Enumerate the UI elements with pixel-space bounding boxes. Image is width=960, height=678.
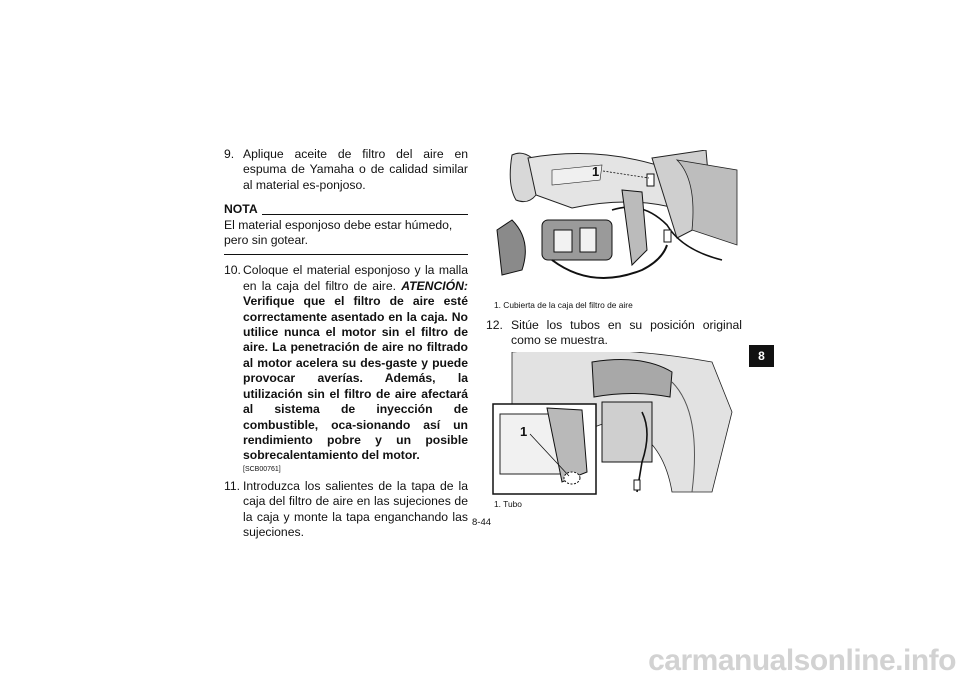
nota-text: El material esponjoso debe estar húmedo, pero sin gotear. [224,217,453,248]
nota-rule [262,214,468,215]
nota-heading [224,202,468,217]
step-12-body [486,318,742,349]
warning-text: Verifique que el filtro de aire esté correctamente asentado en la caja. No utilice nunca el motor sin el filtro de aire. La penetración de aire no filtrado al motor acelera su des-gaste y puede provocar averías. Además, la utilización sin el filtro de aire afectará al sistema de inyección de combustible, oca-sionando así un rendimiento pobre y un posible sobrecalentamiento del motor. [243,294,468,463]
section-tab: 8 [749,345,774,367]
nota-end-rule [224,254,468,255]
hose-illustration [492,352,738,496]
step-number: 12. [486,318,503,332]
page-number: 8-44 [472,517,492,528]
step-text: Coloque el material esponjoso y la malla en la caja del filtro de aire. [243,263,468,293]
step-number: 9. [224,147,235,161]
step-11 [224,479,468,541]
figure-hose [492,352,738,496]
figure1-caption: 1. Cubierta de la caja del filtro de aire [494,300,633,310]
step-text: Introduzca los salientes de la tapa de la caja del filtro de aire en las sujeciones de la caja y monte la tapa enganchando las sujeciones. [243,478,468,539]
air-filter-cover-illustration [492,150,740,298]
step-text: Aplique aceite de filtro del aire en espuma de Yamaha o de calidad similar al material es-ponjoso. [243,147,468,192]
step-12 [486,318,742,353]
step-number: 11. [224,478,241,493]
figure2-callout: 1 [520,424,528,439]
watermark: carmanualsonline.info [648,644,956,677]
nota-label: NOTA [224,202,258,217]
step-number: 10. [224,263,241,278]
left-column [224,147,468,544]
reference-code: [SCB00761] [243,465,281,473]
figure2-caption: 1. Tubo [494,499,522,509]
figure-air-filter-cover [492,150,740,298]
figure1-callout: 1 [592,164,600,179]
step-10 [224,263,468,474]
step-9 [224,147,468,193]
step-text: Sitúe los tubos en su posición original como se muestra. [511,318,742,348]
attention-label: ATENCIÓN: [401,278,468,293]
